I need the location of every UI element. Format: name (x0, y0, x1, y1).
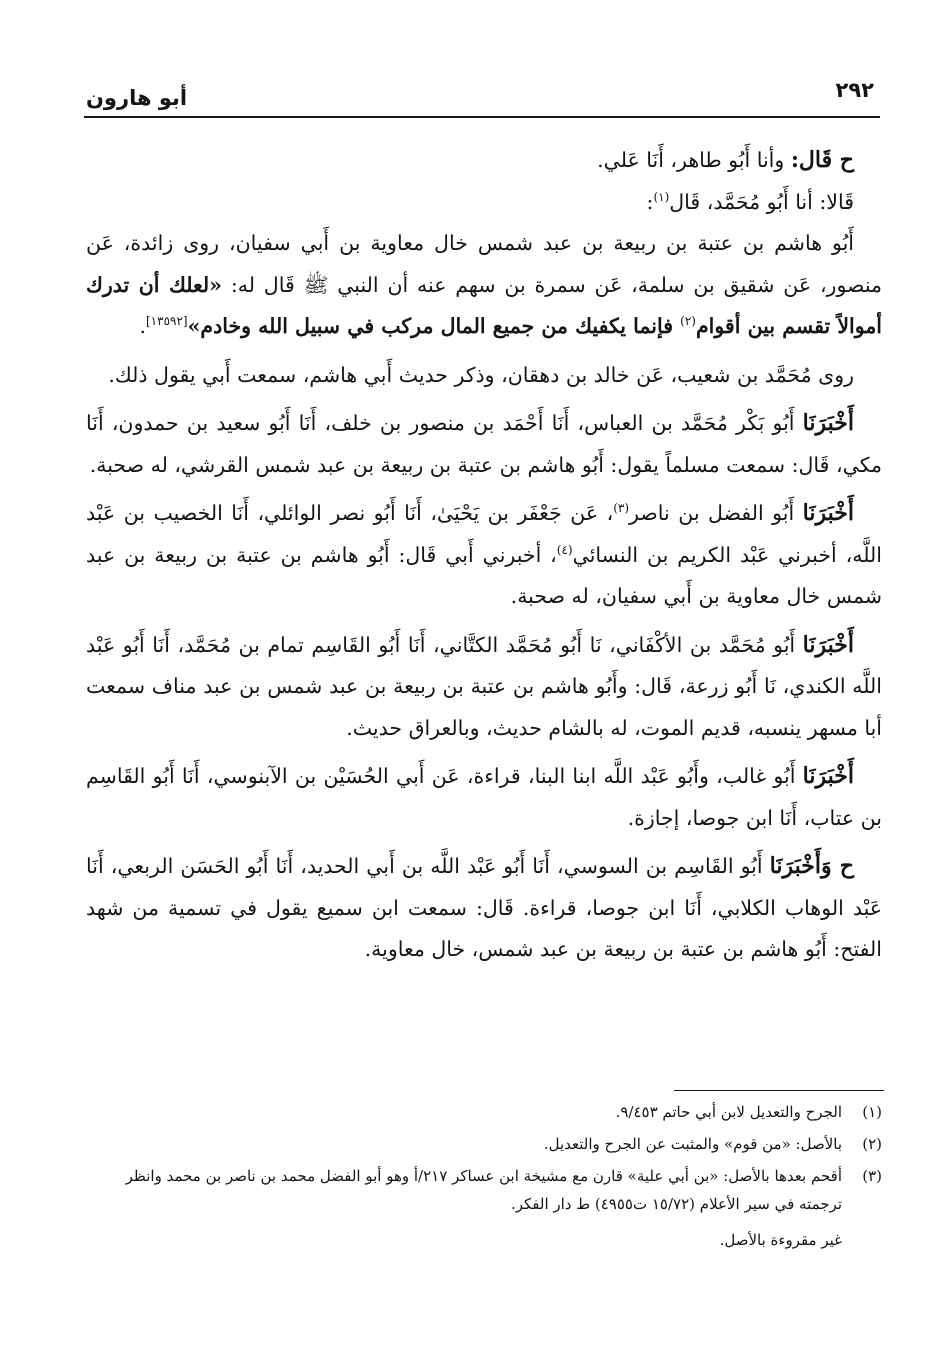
footnote-ref-4[interactable]: (٤) (556, 542, 573, 557)
paragraph-7-text: أَبُو القَاسِم بن السوسي، أَنَا أَبُو عَبْد اللَّه بن أَبي الحديد، أَنَا أَبُو الحَسَن الربعي، أَنَا عَبْد الوهاب الكلابي، أَنَا ابن جوصا، قراءة. قَال: سمعت ابن سميع يقول في تسمية من شهد الفتح: أَبُو هاشم بن عتبة بن ربيعة بن عبد شمس، خال معاوية. (86, 854, 882, 961)
paragraph-4-lead: أَخْبَرَنَا (802, 500, 854, 526)
intro-line-2 (86, 182, 854, 224)
paragraph-1-text: أَبُو هاشم بن عتبة بن ربيعة بن عبد شمس خال معاوية بن أَبي سفيان، روى زائدة، عَن منصور، عَن شقيق بن سلمة، عَن سمرة بن سهم عنه أن النبي ﷺ قَال له: (86, 231, 882, 297)
intro-lead: ح قَال: (790, 147, 854, 173)
paragraph-1-end: . (139, 314, 146, 338)
page-number: ٢٩٢ (835, 78, 874, 102)
main-text (86, 140, 882, 978)
footnote-3 (86, 1162, 882, 1218)
running-title: أبو هارون (86, 86, 188, 110)
footnotes (86, 1098, 882, 1254)
paragraph-7-lead: ح وَأَخْبَرَنَا (769, 853, 854, 879)
footnote-rule (674, 1090, 884, 1091)
footnote-1 (86, 1098, 882, 1126)
footnote-number: (٢) (862, 1135, 882, 1153)
intro-line-1 (86, 140, 854, 182)
hadith-quote-b: فإنما يكفيك من جميع المال مركب في سبيل الله وخادم» (187, 314, 681, 338)
intro-line-2-end: : (646, 189, 654, 214)
paragraph-6-text: أَبُو غالب، وأَبُو عَبْد اللَّه ابنا البنا، قراءة، عَن أَبي الحُسَيْن بن الآبنوسي، أَنَا أَبُو القَاسِم بن عتاب، أَنَا ابن جوصا، إجازة. (86, 764, 882, 830)
paragraph-4-text-c: ، أخبرني أَبي قَال: أَبُو هاشم بن عتبة بن ربيعة بن عبد شمس خال معاوية بن أَبي سفيان، له صحبة. (86, 542, 882, 608)
footnote-number: (٣) (862, 1167, 882, 1185)
header-rule (84, 116, 880, 118)
paragraph-3-text: أَبُو بَكْر مُحَمَّد بن العباس، أَنَا أَحْمَد بن منصور بن خلف، أَنَا أَبُو سعيد بن حمدون، أَنَا مكي، قَال: سمعت مسلماً يقول: أَبُو هاشم بن عتبة بن ربيعة بن عبد شمس القرشي، له صحبة. (86, 411, 882, 477)
footnote-ref-3[interactable]: (٣) (613, 501, 630, 516)
paragraph-7 (86, 846, 882, 971)
hadith-number: [١٣٥٩٢] (145, 314, 188, 329)
paragraph-1 (86, 223, 882, 348)
paragraph-6-lead: أَخْبَرَنَا (802, 763, 854, 789)
footnote-4: غير مقروءة بالأصل. (719, 1231, 842, 1249)
paragraph-2 (86, 355, 882, 397)
paragraph-4-text-b: ، عَن جَعْفَر بن يَحْيَىٰ، أَنَا أَبُو نصر الوائلي، أَنَا الخصيب بن عَبْد اللَّه، أخبرني عَبْد الكريم بن النسائي (86, 501, 882, 567)
paragraph-5-lead: أَخْبَرَنَا (802, 631, 854, 658)
footnote-number: (١) (862, 1103, 882, 1121)
intro-line-2-text: قَالا: أنا أَبُو مُحَمَّد، قَال (669, 189, 854, 214)
footnote-text: الجرح والتعديل لابن أبي حاتم ٩/٤٥٣. (615, 1103, 842, 1121)
footnote-2 (86, 1130, 882, 1158)
intro-line-1-text: وأنا أَبُو طاهر، أَنَا عَلي. (597, 148, 791, 172)
footnote-text: أقحم بعدها بالأصل: «بن أبي علية» قارن مع مشيخة ابن عساكر ٢١٧/أ وهو أبو الفضل محمد بن ناصر بن محمد وانظر ترجمته في سير الأعلام (١٥/٧٢ ت٤٩٥٥) ط دار الفكر. (125, 1167, 842, 1213)
paragraph-4 (86, 493, 882, 618)
paragraph-2-text: روى مُحَمَّد بن شعيب، عَن خالد بن دهقان، وذكر حديث أَبي هاشم، سمعت أَبي يقول ذلك. (108, 362, 854, 387)
paragraph-4-text-a: أَبُو الفضل بن ناصر (629, 501, 803, 525)
paragraph-3 (86, 403, 882, 486)
paragraph-6 (86, 756, 882, 839)
page-header (86, 76, 878, 112)
paragraph-3-lead: أَخْبَرَنَا (802, 410, 854, 436)
hadith-quote-a: «لعلك أن تدرك أموالاً تقسم بين أقوام (86, 272, 882, 338)
footnote-ref-1[interactable]: (١) (653, 189, 670, 204)
footnote-ref-2[interactable]: (٢) (680, 314, 696, 329)
paragraph-5-text: أَبُو مُحَمَّد بن الأكْفَاني، نَا أَبُو مُحَمَّد الكتَّاني، أَنَا أَبُو القَاسِم تمام بن مُحَمَّد، أَنَا أَبُو عَبْد اللَّه الكندي، نَا أَبُو زرعة، قَال: وأَبُو هاشم بن عتبة بن ربيعة بن عبد شمس بن عبد مناف سمعت أبا مسهر ينسبه، قديم الموت، له بالشام حديث، وبالعراق حديث. (86, 632, 882, 740)
footnote-text: بالأصل: «من قوم» والمثبت عن الجرح والتعديل. (543, 1135, 842, 1153)
paragraph-5 (86, 625, 882, 750)
intro-block (86, 140, 882, 223)
